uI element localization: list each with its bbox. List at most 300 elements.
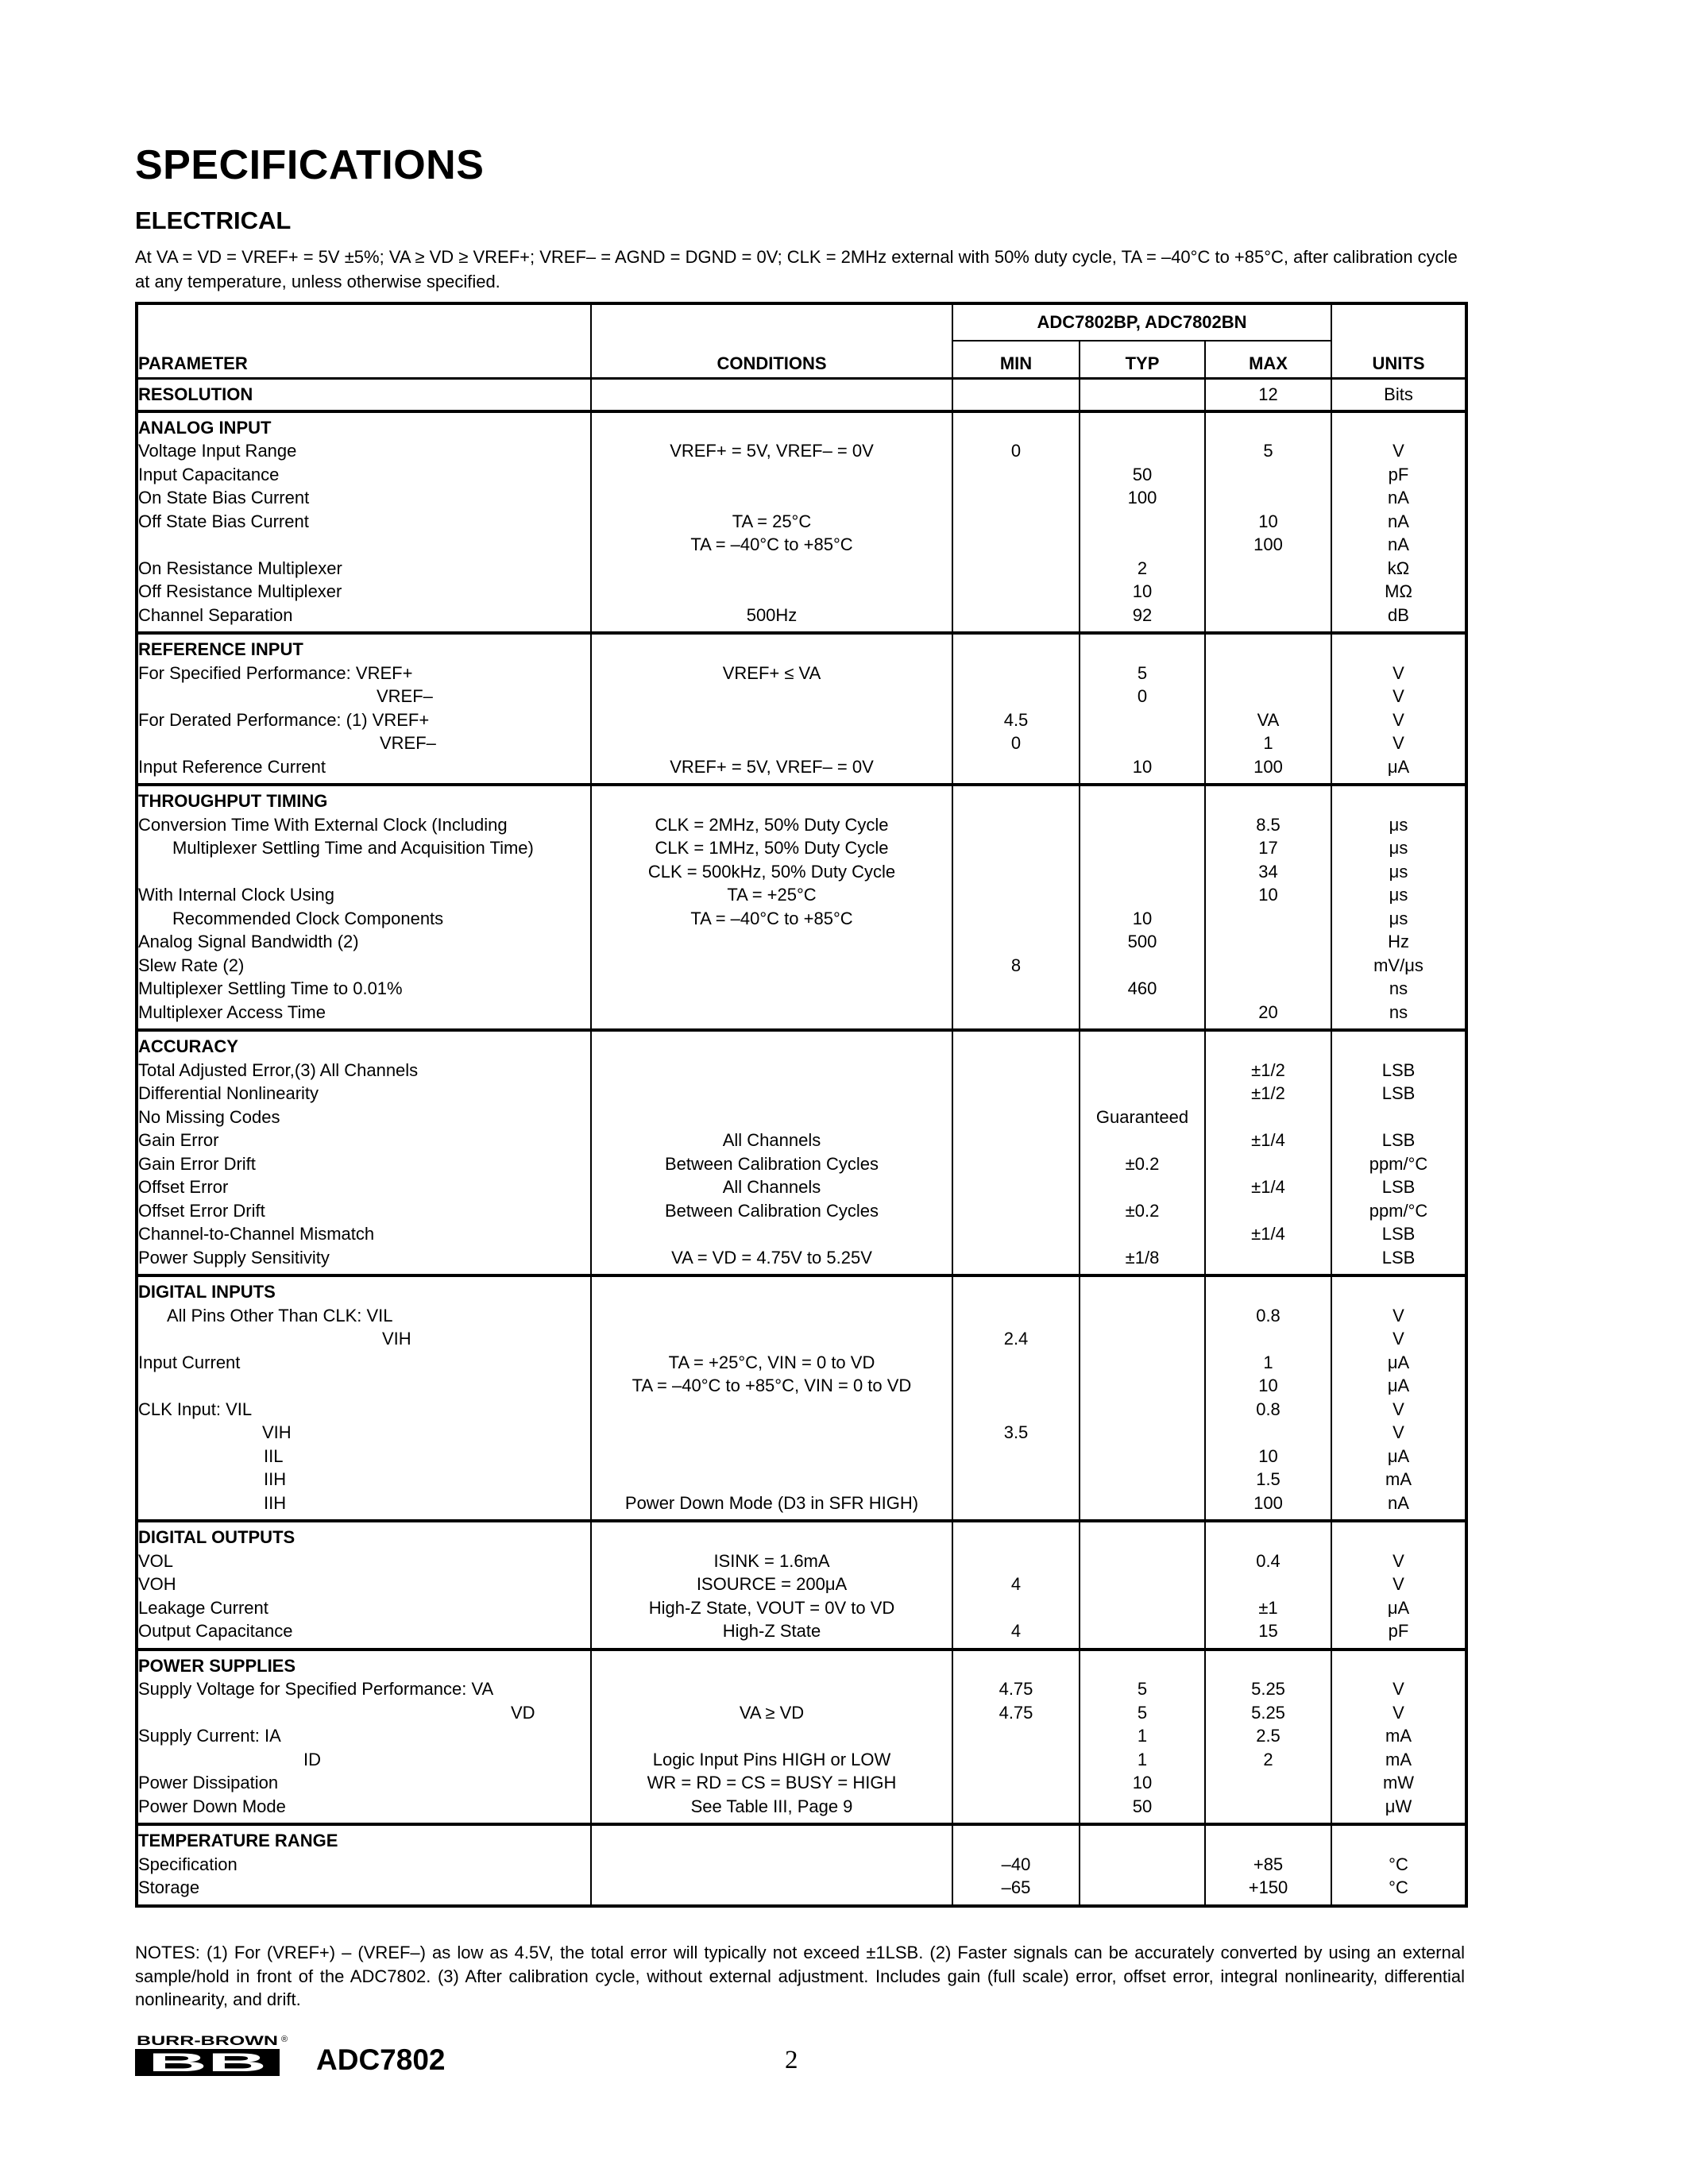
units-cell: μA <box>1331 1351 1466 1375</box>
min-cell <box>952 1129 1080 1152</box>
max-cell: 100 <box>1205 533 1331 557</box>
typ-cell <box>1080 1374 1205 1398</box>
min-cell <box>952 1175 1080 1199</box>
units-cell: V <box>1331 1572 1466 1596</box>
table-row <box>137 1572 1466 1596</box>
min-cell <box>952 1152 1080 1176</box>
units-cell: LSB <box>1331 1059 1466 1082</box>
typ-cell: 5 <box>1080 1701 1205 1725</box>
table-row <box>137 860 1466 884</box>
empty-cell <box>1205 1275 1331 1304</box>
table-row <box>137 1619 1466 1650</box>
table-row <box>137 1001 1466 1031</box>
units-cell: ns <box>1331 977 1466 1001</box>
typ-cell <box>1080 439 1205 463</box>
units-cell: V <box>1331 439 1466 463</box>
typ-cell <box>1080 379 1205 411</box>
cond-cell <box>591 1468 952 1491</box>
min-cell <box>952 557 1080 581</box>
typ-cell <box>1080 1596 1205 1620</box>
model-header: ADC7802BP, ADC7802BN <box>952 303 1331 341</box>
max-cell <box>1205 557 1331 581</box>
param-cell: For Specified Performance: VREF+ <box>137 662 591 685</box>
table-row <box>137 557 1466 581</box>
section-title: TEMPERATURE RANGE <box>137 1824 591 1853</box>
min-cell <box>952 860 1080 884</box>
max-cell: ±1 <box>1205 1596 1331 1620</box>
param-cell: VOL <box>137 1549 591 1573</box>
units-cell: °C <box>1331 1853 1466 1877</box>
param-cell: Voltage Input Range <box>137 439 591 463</box>
min-cell <box>952 755 1080 785</box>
max-cell: 8.5 <box>1205 813 1331 837</box>
empty-cell <box>1080 1521 1205 1549</box>
units-cell: kΩ <box>1331 557 1466 581</box>
section-title: ACCURACY <box>137 1030 591 1059</box>
units-cell: V <box>1331 662 1466 685</box>
units-cell: μA <box>1331 1596 1466 1620</box>
table-row <box>137 1724 1466 1748</box>
empty-cell <box>591 633 952 662</box>
min-cell <box>952 1596 1080 1620</box>
max-cell: 2.5 <box>1205 1724 1331 1748</box>
empty-cell <box>1205 1521 1331 1549</box>
empty-cell <box>952 1521 1080 1549</box>
param-cell: Gain Error <box>137 1129 591 1152</box>
cond-cell <box>591 1853 952 1877</box>
min-cell <box>952 685 1080 708</box>
table-row <box>137 1129 1466 1152</box>
registered-mark: ® <box>281 2035 288 2044</box>
param-cell: Analog Signal Bandwidth (2) <box>137 930 591 954</box>
units-cell: mA <box>1331 1724 1466 1748</box>
section-title: REFERENCE INPUT <box>137 633 591 662</box>
param-cell: On Resistance Multiplexer <box>137 557 591 581</box>
cond-cell: High-Z State <box>591 1619 952 1650</box>
max-cell <box>1205 954 1331 978</box>
units-cell <box>1331 1106 1466 1129</box>
max-cell: 10 <box>1205 883 1331 907</box>
cond-cell: TA = –40°C to +85°C <box>591 907 952 931</box>
param-cell: No Missing Codes <box>137 1106 591 1129</box>
param-cell: Channel-to-Channel Mismatch <box>137 1222 591 1246</box>
cond-cell <box>591 954 952 978</box>
units-cell: MΩ <box>1331 580 1466 604</box>
min-cell <box>952 1445 1080 1468</box>
max-cell: 5.25 <box>1205 1677 1331 1701</box>
units-cell: Bits <box>1331 379 1466 411</box>
min-cell: 4.5 <box>952 708 1080 732</box>
max-cell <box>1205 1246 1331 1276</box>
min-cell: 8 <box>952 954 1080 978</box>
cond-cell <box>591 557 952 581</box>
empty-cell <box>1205 411 1331 440</box>
typ-cell <box>1080 510 1205 534</box>
table-row <box>137 1199 1466 1223</box>
units-cell: ppm/°C <box>1331 1152 1466 1176</box>
cond-cell <box>591 1106 952 1129</box>
max-cell <box>1205 1106 1331 1129</box>
table-row <box>137 836 1466 860</box>
table-row <box>137 755 1466 785</box>
cond-cell: TA = 25°C <box>591 510 952 534</box>
section-title-row <box>137 633 1466 662</box>
param-cell: Supply Voltage for Specified Performance: VA <box>137 1677 591 1701</box>
typ-cell: 1 <box>1080 1724 1205 1748</box>
typ-cell: 10 <box>1080 580 1205 604</box>
param-cell: For Derated Performance: (1) VREF+ <box>137 708 591 732</box>
table-row <box>137 1175 1466 1199</box>
max-cell: 0.4 <box>1205 1549 1331 1573</box>
empty-cell <box>1205 1824 1331 1853</box>
max-cell <box>1205 1327 1331 1351</box>
cond-cell: All Channels <box>591 1129 952 1152</box>
units-cell: μs <box>1331 860 1466 884</box>
param-cell: Specification <box>137 1853 591 1877</box>
param-cell: Input Reference Current <box>137 755 591 785</box>
units-cell: dB <box>1331 604 1466 634</box>
typ-cell <box>1080 1549 1205 1573</box>
typ-cell <box>1080 1351 1205 1375</box>
param-cell: IIL <box>137 1445 591 1468</box>
section-title: DIGITAL INPUTS <box>137 1275 591 1304</box>
cond-cell <box>591 1082 952 1106</box>
table-row <box>137 1771 1466 1795</box>
empty-cell <box>1205 785 1331 813</box>
units-cell: mW <box>1331 1771 1466 1795</box>
min-cell <box>952 977 1080 1001</box>
min-cell: 0 <box>952 731 1080 755</box>
max-cell <box>1205 604 1331 634</box>
empty-cell <box>1205 1030 1331 1059</box>
section-title: POWER SUPPLIES <box>137 1650 591 1678</box>
cond-cell <box>591 1059 952 1082</box>
param-cell: Output Capacitance <box>137 1619 591 1650</box>
empty-cell <box>591 1275 952 1304</box>
min-cell: 2.4 <box>952 1327 1080 1351</box>
cond-cell <box>591 1876 952 1906</box>
cond-cell: VREF+ = 5V, VREF– = 0V <box>591 755 952 785</box>
table-row <box>137 1445 1466 1468</box>
param-cell: VREF– <box>137 685 591 708</box>
typ-cell <box>1080 883 1205 907</box>
table-row <box>137 1748 1466 1772</box>
max-cell: 10 <box>1205 1374 1331 1398</box>
units-cell: μA <box>1331 755 1466 785</box>
min-cell <box>952 1748 1080 1772</box>
table-row <box>137 930 1466 954</box>
table-row <box>137 883 1466 907</box>
param-cell <box>137 1374 591 1398</box>
cond-cell <box>591 379 952 411</box>
cond-cell: VA ≥ VD <box>591 1701 952 1725</box>
max-cell <box>1205 1421 1331 1445</box>
param-cell: Storage <box>137 1876 591 1906</box>
typ-cell <box>1080 1129 1205 1152</box>
page-number: 2 <box>785 2046 798 2074</box>
min-cell <box>952 1246 1080 1276</box>
typ-cell: 1 <box>1080 1748 1205 1772</box>
typ-cell: 10 <box>1080 907 1205 931</box>
section-title-row <box>137 1521 1466 1549</box>
section-title-row <box>137 1275 1466 1304</box>
cond-cell: TA = –40°C to +85°C, VIN = 0 to VD <box>591 1374 952 1398</box>
cond-cell <box>591 1001 952 1031</box>
max-cell: +150 <box>1205 1876 1331 1906</box>
units-cell: V <box>1331 1304 1466 1328</box>
min-cell: 4.75 <box>952 1701 1080 1725</box>
empty-cell <box>1080 633 1205 662</box>
cond-cell <box>591 731 952 755</box>
empty-cell <box>1205 633 1331 662</box>
cond-cell: VREF+ = 5V, VREF– = 0V <box>591 439 952 463</box>
cond-cell: TA = –40°C to +85°C <box>591 533 952 557</box>
units-cell: ns <box>1331 1001 1466 1031</box>
max-cell: 1.5 <box>1205 1468 1331 1491</box>
cond-cell <box>591 1677 952 1701</box>
table-row <box>137 1677 1466 1701</box>
max-cell: 20 <box>1205 1001 1331 1031</box>
max-cell: ±1/4 <box>1205 1175 1331 1199</box>
max-cell <box>1205 1152 1331 1176</box>
units-cell: nA <box>1331 1491 1466 1522</box>
table-row <box>137 1701 1466 1725</box>
typ-cell <box>1080 533 1205 557</box>
table-row <box>137 463 1466 487</box>
units-cell: LSB <box>1331 1175 1466 1199</box>
min-cell <box>952 1549 1080 1573</box>
min-cell: 0 <box>952 439 1080 463</box>
table-row <box>137 486 1466 510</box>
empty-cell <box>1205 1650 1331 1678</box>
param-cell: VIH <box>137 1327 591 1351</box>
typ-cell <box>1080 1222 1205 1246</box>
units-cell: μs <box>1331 883 1466 907</box>
cond-cell <box>591 708 952 732</box>
cond-cell <box>591 685 952 708</box>
empty-cell <box>952 1275 1080 1304</box>
cond-cell <box>591 930 952 954</box>
units-cell: V <box>1331 685 1466 708</box>
param-cell: Off Resistance Multiplexer <box>137 580 591 604</box>
min-cell: –40 <box>952 1853 1080 1877</box>
table-row <box>137 1491 1466 1522</box>
typ-cell: 10 <box>1080 1771 1205 1795</box>
param-cell: Multiplexer Access Time <box>137 1001 591 1031</box>
param-cell: Leakage Current <box>137 1596 591 1620</box>
empty-cell <box>591 785 952 813</box>
typ-cell <box>1080 1572 1205 1596</box>
typ-cell <box>1080 1491 1205 1522</box>
max-cell: ±1/2 <box>1205 1059 1331 1082</box>
max-cell <box>1205 463 1331 487</box>
max-cell <box>1205 1199 1331 1223</box>
table-row <box>137 510 1466 534</box>
section-title-row <box>137 785 1466 813</box>
param-cell: Power Dissipation <box>137 1771 591 1795</box>
min-cell: 4 <box>952 1572 1080 1596</box>
table-row <box>137 1398 1466 1422</box>
cond-cell <box>591 1222 952 1246</box>
min-cell <box>952 486 1080 510</box>
cond-cell <box>591 1421 952 1445</box>
section-title: DIGITAL OUTPUTS <box>137 1521 591 1549</box>
max-cell: ±1/4 <box>1205 1129 1331 1152</box>
param-cell: IIH <box>137 1468 591 1491</box>
typ-cell <box>1080 731 1205 755</box>
cond-cell <box>591 977 952 1001</box>
typ-cell: 500 <box>1080 930 1205 954</box>
min-cell <box>952 907 1080 931</box>
cond-cell: CLK = 1MHz, 50% Duty Cycle <box>591 836 952 860</box>
section-subtitle: ELECTRICAL <box>135 206 292 234</box>
units-cell: μs <box>1331 836 1466 860</box>
typ-cell <box>1080 1421 1205 1445</box>
typ-cell <box>1080 1175 1205 1199</box>
empty-cell <box>591 1650 952 1678</box>
cond-cell: TA = +25°C <box>591 883 952 907</box>
empty-cell <box>952 411 1080 440</box>
min-cell <box>952 510 1080 534</box>
param-cell: VREF– <box>137 731 591 755</box>
max-cell <box>1205 977 1331 1001</box>
typ-cell: 50 <box>1080 1795 1205 1825</box>
table-row <box>137 954 1466 978</box>
min-cell: 4.75 <box>952 1677 1080 1701</box>
min-cell <box>952 580 1080 604</box>
table-row <box>137 1082 1466 1106</box>
part-number: ADC7802 <box>316 2043 446 2076</box>
typ-cell <box>1080 1853 1205 1877</box>
cond-cell: VA = VD = 4.75V to 5.25V <box>591 1246 952 1276</box>
column-header: MAX <box>1205 341 1331 379</box>
typ-cell <box>1080 1304 1205 1328</box>
empty-cell <box>591 1824 952 1853</box>
units-cell: V <box>1331 731 1466 755</box>
typ-cell: 5 <box>1080 1677 1205 1701</box>
cond-cell: ISINK = 1.6mA <box>591 1549 952 1573</box>
table-row <box>137 662 1466 685</box>
units-cell: °C <box>1331 1876 1466 1906</box>
empty-cell <box>1331 1650 1466 1678</box>
typ-cell <box>1080 1082 1205 1106</box>
param-cell: Conversion Time With External Clock (Including <box>137 813 591 837</box>
typ-cell <box>1080 1876 1205 1906</box>
param-cell: Power Supply Sensitivity <box>137 1246 591 1276</box>
spec-table-body <box>137 379 1466 1906</box>
units-cell: Hz <box>1331 930 1466 954</box>
min-cell <box>952 1351 1080 1375</box>
min-cell <box>952 1795 1080 1825</box>
typ-cell: Guaranteed <box>1080 1106 1205 1129</box>
empty-cell <box>1331 1275 1466 1304</box>
param-cell: VD <box>137 1701 591 1725</box>
typ-cell <box>1080 954 1205 978</box>
max-cell: 12 <box>1205 379 1331 411</box>
units-cell: nA <box>1331 533 1466 557</box>
typ-cell: ±1/8 <box>1080 1246 1205 1276</box>
empty-cell <box>1331 785 1466 813</box>
cond-cell <box>591 486 952 510</box>
min-cell <box>952 1082 1080 1106</box>
param-cell: VIH <box>137 1421 591 1445</box>
param-cell: Off State Bias Current <box>137 510 591 534</box>
min-cell <box>952 533 1080 557</box>
max-cell <box>1205 685 1331 708</box>
empty-cell <box>1331 411 1466 440</box>
min-cell: 3.5 <box>952 1421 1080 1445</box>
param-cell: Power Down Mode <box>137 1795 591 1825</box>
min-cell <box>952 604 1080 634</box>
typ-cell: ±0.2 <box>1080 1199 1205 1223</box>
empty-cell <box>1080 1650 1205 1678</box>
max-cell <box>1205 907 1331 931</box>
max-cell: 15 <box>1205 1619 1331 1650</box>
typ-cell: ±0.2 <box>1080 1152 1205 1176</box>
table-row <box>137 731 1466 755</box>
section-title: THROUGHPUT TIMING <box>137 785 591 813</box>
param-cell: Gain Error Drift <box>137 1152 591 1176</box>
table-row <box>137 580 1466 604</box>
min-cell <box>952 1059 1080 1082</box>
max-cell: 1 <box>1205 731 1331 755</box>
logo-mark: BB <box>148 2048 267 2076</box>
param-cell: ID <box>137 1748 591 1772</box>
param-cell <box>137 860 591 884</box>
section-title-row <box>137 1650 1466 1678</box>
max-cell: ±1/4 <box>1205 1222 1331 1246</box>
column-header: MIN <box>952 341 1080 379</box>
column-header: PARAMETER <box>137 341 591 379</box>
table-row <box>137 685 1466 708</box>
units-cell: V <box>1331 1398 1466 1422</box>
max-cell: 10 <box>1205 510 1331 534</box>
param-cell: Offset Error Drift <box>137 1199 591 1223</box>
min-cell <box>952 813 1080 837</box>
max-cell <box>1205 486 1331 510</box>
header-blank-units <box>1331 303 1466 341</box>
units-cell: V <box>1331 1677 1466 1701</box>
table-row <box>137 1549 1466 1573</box>
table-row <box>137 379 1466 411</box>
typ-cell: 2 <box>1080 557 1205 581</box>
table-row <box>137 533 1466 557</box>
param-cell: All Pins Other Than CLK: VIL <box>137 1304 591 1328</box>
units-cell: mA <box>1331 1748 1466 1772</box>
min-cell <box>952 1724 1080 1748</box>
cond-cell: ISOURCE = 200μA <box>591 1572 952 1596</box>
empty-cell <box>1080 1030 1205 1059</box>
param-cell: Differential Nonlinearity <box>137 1082 591 1106</box>
units-cell: ppm/°C <box>1331 1199 1466 1223</box>
table-row <box>137 708 1466 732</box>
max-cell: 2 <box>1205 1748 1331 1772</box>
cond-cell <box>591 1445 952 1468</box>
param-cell: Offset Error <box>137 1175 591 1199</box>
min-cell <box>952 463 1080 487</box>
units-cell: V <box>1331 708 1466 732</box>
units-cell: μA <box>1331 1374 1466 1398</box>
typ-cell: 92 <box>1080 604 1205 634</box>
param-cell: VOH <box>137 1572 591 1596</box>
header-blank-cond <box>591 303 952 341</box>
electrical-spec-table <box>135 302 1468 1908</box>
typ-cell <box>1080 708 1205 732</box>
burr-brown-logo <box>135 2032 294 2076</box>
min-cell <box>952 1199 1080 1223</box>
min-cell <box>952 1001 1080 1031</box>
cond-cell: All Channels <box>591 1175 952 1199</box>
